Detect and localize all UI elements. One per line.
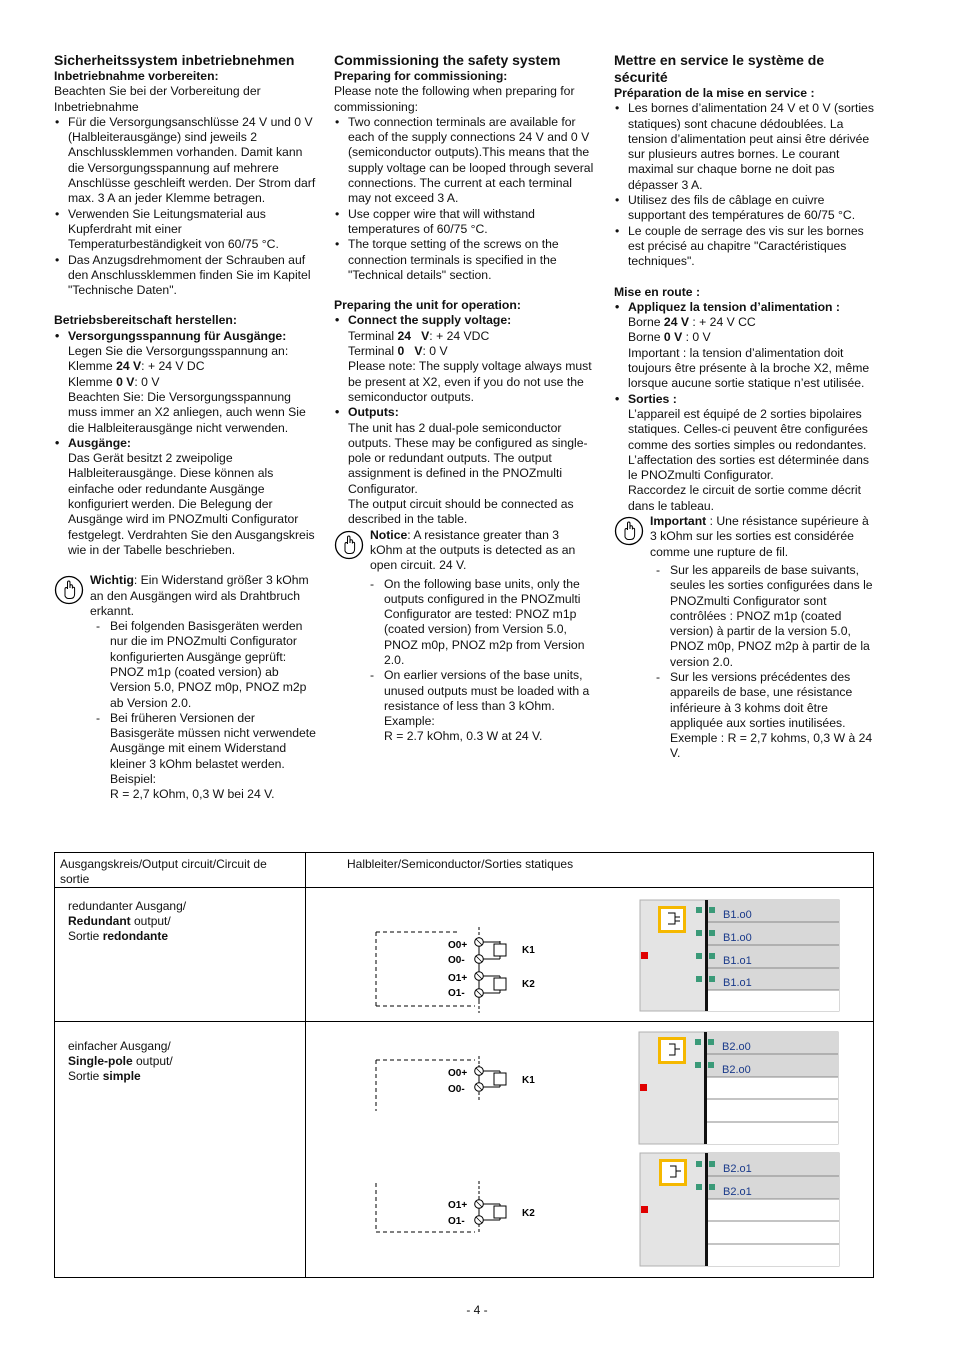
hand-icon bbox=[334, 530, 364, 560]
list-item bbox=[628, 300, 876, 392]
list-item: • Use copper wire that will withstand temperatures of 60/75 °C. bbox=[348, 207, 594, 238]
single-pole-k2-diagram bbox=[376, 1181, 535, 1234]
redundant-wiring-diagram bbox=[376, 927, 535, 1013]
hand-icon bbox=[614, 516, 644, 546]
terminal-o0-minus: O0- bbox=[448, 1084, 465, 1095]
list-item bbox=[348, 405, 594, 527]
de-notice-text: : Ein Widerstand größer 3 kOhm an den Ausgängen wird als Drahtbruch erkannt. bbox=[90, 573, 309, 618]
label-line: output/ bbox=[130, 914, 171, 928]
label-bold: redondante bbox=[102, 929, 169, 943]
terminal-value: : + 24 V CC bbox=[689, 315, 756, 330]
list-item: - Sur les appareils de base suivants, seules les sorties configurées dans le PNOZmulti Configurator sont contrôlées : PNOZ m1p (coated version) à partir de la version 5.0, PNOZ m0p, PNOZ m2p à partir de la version 2.0. bbox=[670, 563, 876, 670]
terminal-label: Borne bbox=[628, 315, 664, 330]
label-bold: simple bbox=[102, 1069, 141, 1083]
terminal-o1-minus: O1- bbox=[448, 1216, 465, 1227]
terminal-value: : 0 V bbox=[134, 374, 160, 389]
fr-ready-list bbox=[614, 300, 876, 514]
fr-ready-heading: Mise en route : bbox=[614, 284, 701, 299]
terminal-id: 0 V bbox=[397, 344, 423, 359]
list-item: • The torque setting of the screws on the connection terminals is specified in the "Technical details" section. bbox=[348, 237, 594, 283]
terminal-id: 0 V bbox=[116, 374, 135, 389]
fr-notice-list bbox=[650, 563, 876, 762]
label-bold: Single-pole bbox=[68, 1054, 133, 1068]
terminal-label: Terminal bbox=[348, 328, 398, 343]
list-item: - Bei früheren Versionen der Basisgeräte müssen nicht verwendete Ausgänge mit einem Widerstand kleiner 3 kOhm belastet werden. Beispiel: R = 2,7 kOhm, 0,3 W bei 24 V. bbox=[110, 711, 316, 803]
list-item bbox=[628, 392, 876, 514]
french-column bbox=[614, 52, 876, 762]
fr-outputs-text: L’appareil est équipé de 2 sorties bipolaires statiques. Celles-ci peuvent être configurées comme des sorties simples ou redondantes. L’affectation des sorties est déterminée dans le PNOZmulti Configurator. bbox=[628, 406, 869, 483]
label-line: redundanter Ausgang/ bbox=[68, 899, 187, 913]
screen-label: B1.o1 bbox=[723, 977, 752, 989]
en-notice-label: Notice bbox=[370, 527, 408, 542]
label-line: output/ bbox=[132, 1054, 173, 1068]
screen-label: B1.o0 bbox=[723, 932, 752, 944]
de-supply-note: Beachten Sie: Die Versorgungsspannung muss immer an X2 anliegen, auch wenn Sie die Halbleiterausgänge nicht verwenden. bbox=[68, 389, 306, 435]
de-notice bbox=[54, 573, 316, 619]
label-line: Sortie bbox=[68, 1069, 103, 1083]
fr-title: Mettre en service le système de sécurité bbox=[614, 52, 825, 85]
de-ready-heading: Betriebsbereitschaft herstellen: bbox=[54, 313, 237, 328]
label-line: einfacher Ausgang/ bbox=[68, 1039, 171, 1053]
terminal-id: 0 V bbox=[663, 330, 683, 345]
configurator-screen-redundant bbox=[640, 900, 839, 1011]
terminal-o1-plus: O1+ bbox=[448, 1200, 468, 1211]
terminal-id: 24 V bbox=[397, 328, 430, 343]
relay-k1-label: K1 bbox=[522, 1075, 535, 1086]
en-notice-list bbox=[364, 577, 594, 745]
de-prep-heading: Inbetriebnahme vorbereiten: bbox=[54, 69, 219, 83]
list-item bbox=[68, 436, 316, 558]
terminal-o1-plus: O1+ bbox=[448, 973, 468, 984]
screen-label: B2.o0 bbox=[722, 1041, 751, 1053]
terminal-id: 24 V bbox=[116, 359, 142, 374]
de-notice-list bbox=[90, 619, 316, 803]
fr-prep-heading: Préparation de la mise en service : bbox=[614, 86, 815, 100]
screen-label: B2.o1 bbox=[723, 1163, 752, 1175]
screen-label: B2.o1 bbox=[723, 1186, 752, 1198]
english-column bbox=[334, 52, 594, 745]
de-ready-list bbox=[54, 329, 316, 558]
list-item: • Für die Versorgungsanschlüsse 24 V und 0 V (Halbleiterausgänge) sind jeweils 2 Anschlussklemmen vorhanden. Damit kann die Versorgungsspannung auf mehrere Anschlüsse geschleift werden. Der Strom darf max. 3 A an jeder Klemme betragen. bbox=[68, 115, 316, 207]
en-outputs-text2: The output circuit should be connected as described in the table. bbox=[348, 497, 574, 527]
terminal-o1-minus: O1- bbox=[448, 988, 465, 999]
list-item: • Two connection terminals are available for each of the supply connections 24 V and 0 V (semiconductor outputs).This means that the supply voltage can be looped through several connections. The current at each terminal may not exceed 3 A. bbox=[348, 115, 594, 207]
en-outputs-heading: Outputs: bbox=[348, 405, 399, 420]
list-item: • Les bornes d’alimentation 24 V et 0 V (sorties statiques) sont chacune dédoublées. La tension d’alimentation peut ainsi être dérivée sur plusieurs autres bornes. Le courant maximal sur chaque borne ne doit pas dépasser 3 A. bbox=[628, 101, 876, 193]
terminal-label: Terminal bbox=[348, 344, 398, 359]
list-item bbox=[348, 313, 594, 405]
de-outputs-text: Das Gerät besitzt 2 zweipolige Halbleiterausgänge. Diese können als einfache oder redundante Ausgänge konfiguriert werden. Die Belegung der Ausgänge wird im PNOZmulti Configurator festgelegt. bbox=[68, 451, 299, 542]
table-header-left: Ausgangskreis/Output circuit/Circuit de sortie bbox=[60, 857, 267, 886]
german-column bbox=[54, 52, 316, 803]
en-prep-list bbox=[334, 115, 594, 283]
de-supply-heading: Versorgungsspannung für Ausgänge: bbox=[68, 328, 287, 343]
en-supply-note: Please note: The supply voltage always must be present at X2, even if you do not use the semiconductor outputs. bbox=[348, 359, 592, 404]
screen-label: B1.o1 bbox=[723, 955, 752, 967]
en-ready-list bbox=[334, 313, 594, 527]
terminal-value: : 0 V bbox=[422, 344, 448, 359]
page-number: - 4 - bbox=[466, 1303, 488, 1317]
table-header-right: Halbleiter/Semiconductor/Sorties statiques bbox=[347, 857, 574, 871]
en-outputs-text: The unit has 2 dual-pole semiconductor outputs. These may be configured as single-pole or redundant outputs. The output assignment is defined in the PNOZmulti Configurator. bbox=[348, 420, 588, 496]
terminal-value: : + 24 VDC bbox=[429, 328, 490, 343]
de-outputs-heading: Ausgänge: bbox=[68, 435, 131, 450]
list-item: • Le couple de serrage des vis sur les bornes est précisé au chapitre "Caractéristiques techniques". bbox=[628, 224, 876, 270]
configurator-screen-single-o0 bbox=[639, 1032, 838, 1144]
fr-prep-list bbox=[614, 101, 876, 269]
terminal-label: Borne bbox=[628, 330, 664, 345]
list-item: • Utilisez des fils de câblage en cuivre supportant des températures de 60/75 °C. bbox=[628, 193, 876, 224]
relay-k2-label: K2 bbox=[522, 979, 535, 990]
de-title: Sicherheitssystem inbetriebnehmen bbox=[54, 52, 295, 68]
list-item: - On earlier versions of the base units, unused outputs must be loaded with a resistance of less than 3 kOhm. Example: R = 2.7 kOhm, 0.3 W at 24 V. bbox=[384, 668, 594, 744]
list-item: - Sur les versions précédentes des appareils de base, une résistance inférieure à 3 kohms doit être appliquée aux sorties inutilisées. Exemple : R = 2,7 kohms, 0,3 W à 24 V. bbox=[670, 670, 876, 762]
fr-outputs-heading: Sorties : bbox=[628, 391, 677, 406]
label-bold: Redundant bbox=[68, 914, 131, 928]
terminal-value: : + 24 V DC bbox=[141, 359, 205, 374]
fr-notice-label: Important bbox=[650, 514, 707, 529]
de-prep-intro: Beachten Sie bei der Vorbereitung der Inbetriebnahme bbox=[54, 84, 261, 114]
en-supply-heading: Connect the supply voltage: bbox=[348, 313, 512, 328]
list-item bbox=[68, 329, 316, 436]
list-item: • Das Anzugsdrehmoment der Schrauben auf den Anschlussklemmen finden Sie im Kapitel "Technische Daten". bbox=[68, 253, 316, 299]
terminal-o0-plus: O0+ bbox=[448, 1068, 468, 1079]
configurator-screen-single-o1 bbox=[640, 1153, 839, 1266]
fr-outputs-text2: Raccordez le circuit de sortie comme décrit dans le tableau. bbox=[628, 483, 861, 513]
terminal-id: 24 V bbox=[663, 315, 689, 330]
en-title: Commissioning the safety system bbox=[334, 52, 561, 68]
terminal-value: : 0 V bbox=[682, 330, 711, 345]
label-line: Sortie bbox=[68, 929, 103, 943]
screen-label: B2.o0 bbox=[722, 1064, 751, 1076]
en-ready-heading: Preparing the unit for operation: bbox=[334, 298, 521, 313]
terminal-o0-plus: O0+ bbox=[448, 940, 468, 951]
relay-k1-label: K1 bbox=[522, 945, 535, 956]
output-circuit-table bbox=[54, 852, 874, 1278]
en-notice-text: : A resistance greater than 3 kOhm at the outputs is detected as an open circuit. 24 V. bbox=[370, 527, 576, 573]
en-prep-heading: Preparing for commissioning: bbox=[334, 69, 508, 83]
fr-notice-text: : Une résistance supérieure à 3 kOhm sur les sorties est considérée comme une rupture de fil. bbox=[650, 514, 869, 559]
terminal-label: Klemme bbox=[68, 359, 117, 374]
de-outputs-text2: Verdrahten Sie den Ausgangskreis wie in der Tabelle beschrieben. bbox=[68, 527, 315, 557]
fr-notice bbox=[614, 514, 876, 560]
list-item: • Verwenden Sie Leitungsmaterial aus Kupferdraht mit einer Temperaturbeständigkeit von 60/75 °C. bbox=[68, 207, 316, 253]
en-notice bbox=[334, 528, 594, 574]
single-pole-k1-diagram bbox=[376, 1056, 535, 1111]
list-item: - Bei folgenden Basisgeräten werden nur die im PNOZmulti Configurator konfigurierten Ausgänge geprüft: PNOZ m1p (coated version) ab Version 5.0, PNOZ m0p, PNOZ m2p ab Version 2.0. bbox=[110, 619, 316, 711]
wiring-diagrams bbox=[55, 853, 873, 1277]
en-prep-intro: Please note the following when preparing for commissioning: bbox=[334, 84, 575, 114]
de-supply-intro: Legen Sie die Versorgungsspannung an: bbox=[68, 344, 289, 359]
terminal-label: Klemme bbox=[68, 374, 117, 389]
de-prep-list bbox=[54, 115, 316, 299]
list-item: - On the following base units, only the outputs configured in the PNOZmulti Configurator are tested: PNOZ m1p (coated version) from Version 5.0, PNOZ m0p, PNOZ m2p from Version 2.0. bbox=[384, 577, 594, 669]
terminal-o0-minus: O0- bbox=[448, 955, 465, 966]
de-notice-label: Wichtig bbox=[90, 573, 134, 588]
fr-supply-heading: Appliquez la tension d’alimentation : bbox=[628, 299, 840, 314]
fr-supply-note: Important : la tension d’alimentation doit toujours être présente à la broche X2, même lorsque aucune sortie statique n’est utilisée. bbox=[628, 345, 870, 391]
relay-k2-label: K2 bbox=[522, 1208, 535, 1219]
hand-icon bbox=[54, 575, 84, 605]
screen-label: B1.o0 bbox=[723, 909, 752, 921]
